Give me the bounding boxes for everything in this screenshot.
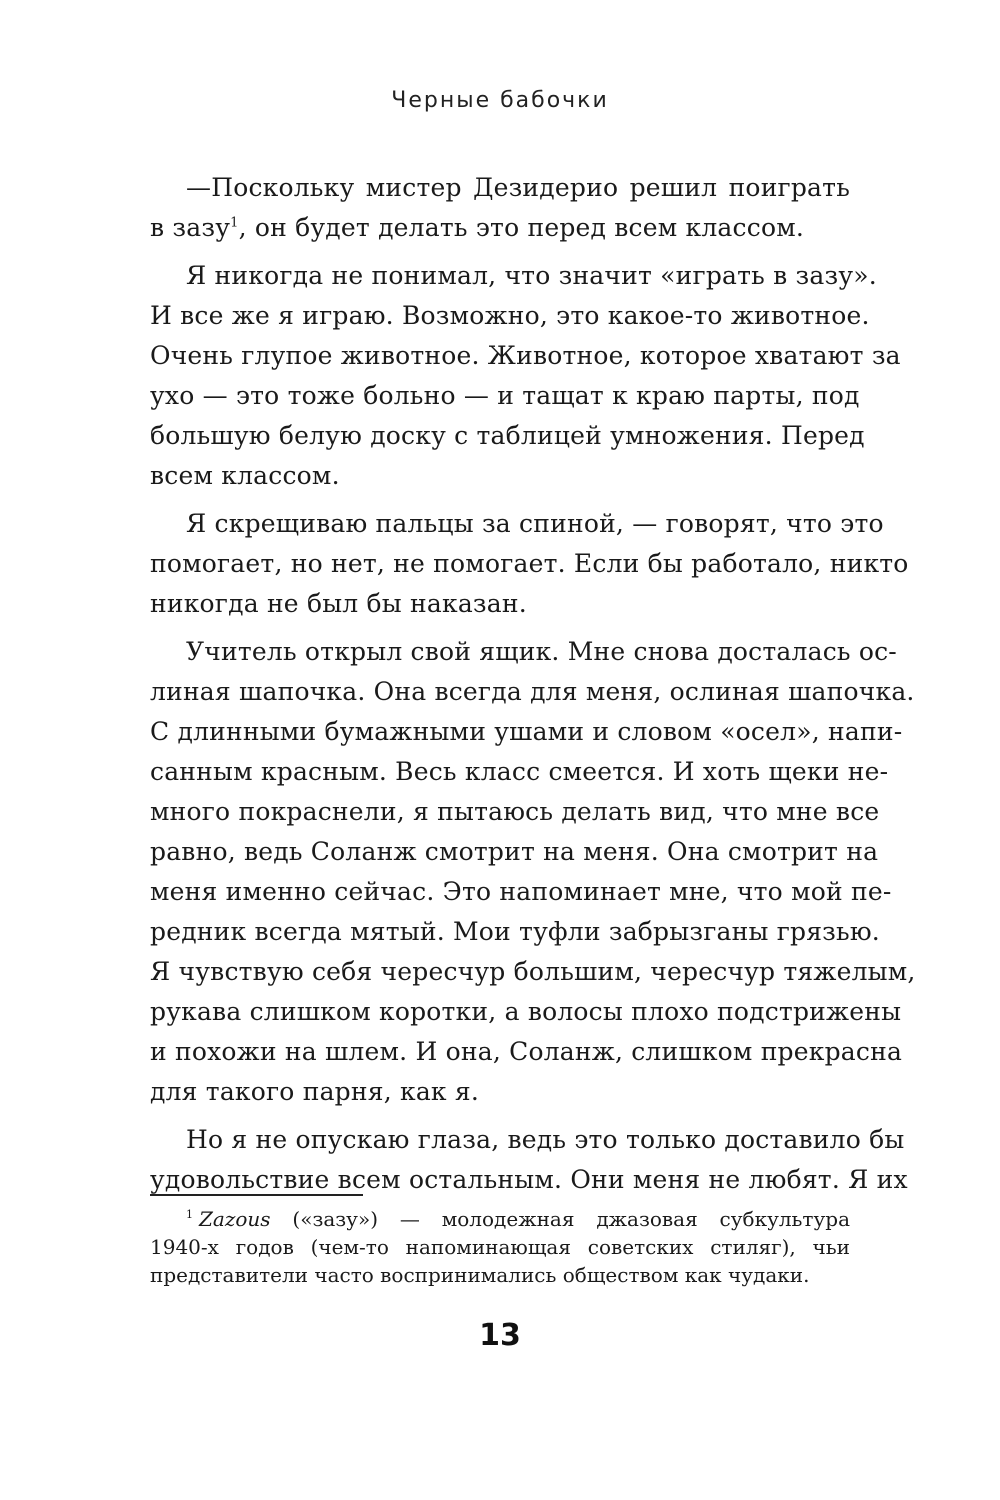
text-line <box>150 208 850 248</box>
text-line: помогает, но нет, не помогает. Если бы работало, никто <box>150 549 909 578</box>
paragraph-2 <box>150 256 901 496</box>
paragraph-1 <box>150 168 850 248</box>
text-line: меня именно сейчас. Это напоминает мне, что мой пе- <box>150 877 892 906</box>
running-head: Черные бабочки <box>391 88 609 113</box>
footnote-text: («зазу») — молодежная джазовая субкультура <box>292 1207 850 1231</box>
text-line: никогда не был бы наказан. <box>150 589 527 618</box>
text-fragment: , он будет делать это перед всем классом. <box>238 213 804 242</box>
text-line: редник всегда мятый. Мои туфли забрызганы грязью. <box>150 917 880 946</box>
text-line: Очень глупое животное. Животное, которое хватают за <box>150 341 901 370</box>
text-line: Но я не опускаю глаза, ведь это только доставило бы <box>186 1125 905 1154</box>
footnote-reference[interactable]: 1 <box>230 215 239 231</box>
text-line: Я чувствую себя чересчур большим, чересчур тяжелым, <box>150 957 916 986</box>
text-line: всем классом. <box>150 461 340 490</box>
text-line: ухо — это тоже больно — и тащат к краю парты, под <box>150 381 860 410</box>
footnote-line: 1940-х годов (чем-то напоминающая советских стиляг), чьи <box>150 1235 850 1259</box>
footnote-line <box>150 1205 850 1233</box>
footnote-term: Zazous <box>199 1207 271 1231</box>
text-line: и похожи на шлем. И она, Соланж, слишком прекрасна <box>150 1037 903 1066</box>
text-line: большую белую доску с таблицей умножения. Перед <box>150 421 865 450</box>
text-line: Учитель открыл свой ящик. Мне снова досталась ос- <box>186 637 897 666</box>
footnote <box>150 1205 850 1289</box>
text-line: линая шапочка. Она всегда для меня, ослиная шапочка. <box>150 677 915 706</box>
text-line: удовольствие всем остальным. Они меня не любят. Я их <box>150 1165 908 1194</box>
text-line: равно, ведь Соланж смотрит на меня. Она смотрит на <box>150 837 879 866</box>
text-line: для такого парня, как я. <box>150 1077 480 1106</box>
text-fragment: в зазу <box>150 213 231 242</box>
text-line: рукава слишком коротки, а волосы плохо подстрижены <box>150 997 902 1026</box>
paragraph-3 <box>150 504 909 624</box>
text-line: санным красным. Весь класс смеется. И хоть щеки не- <box>150 757 889 786</box>
footnote-line: представители часто воспринимались обществом как чудаки. <box>150 1263 810 1287</box>
body-text <box>150 168 916 1208</box>
paragraph-5 <box>150 1120 908 1200</box>
page-number: 13 <box>479 1318 521 1353</box>
text-line: много покраснели, я пытаюсь делать вид, что мне все <box>150 797 880 826</box>
footnote-divider <box>150 1194 363 1196</box>
text-line: Я никогда не понимал, что значит «играть в зазу». <box>186 261 877 290</box>
text-line: С длинными бумажными ушами и словом «осел», напи- <box>150 717 903 746</box>
paragraph-4 <box>150 632 916 1112</box>
footnote-mark: 1 <box>186 1208 193 1222</box>
text-line: —Поскольку мистер Дезидерио решил поиграть <box>186 173 850 202</box>
text-line: Я скрещиваю пальцы за спиной, — говорят, что это <box>186 509 884 538</box>
text-line: И все же я играю. Возможно, это какое-то животное. <box>150 301 870 330</box>
